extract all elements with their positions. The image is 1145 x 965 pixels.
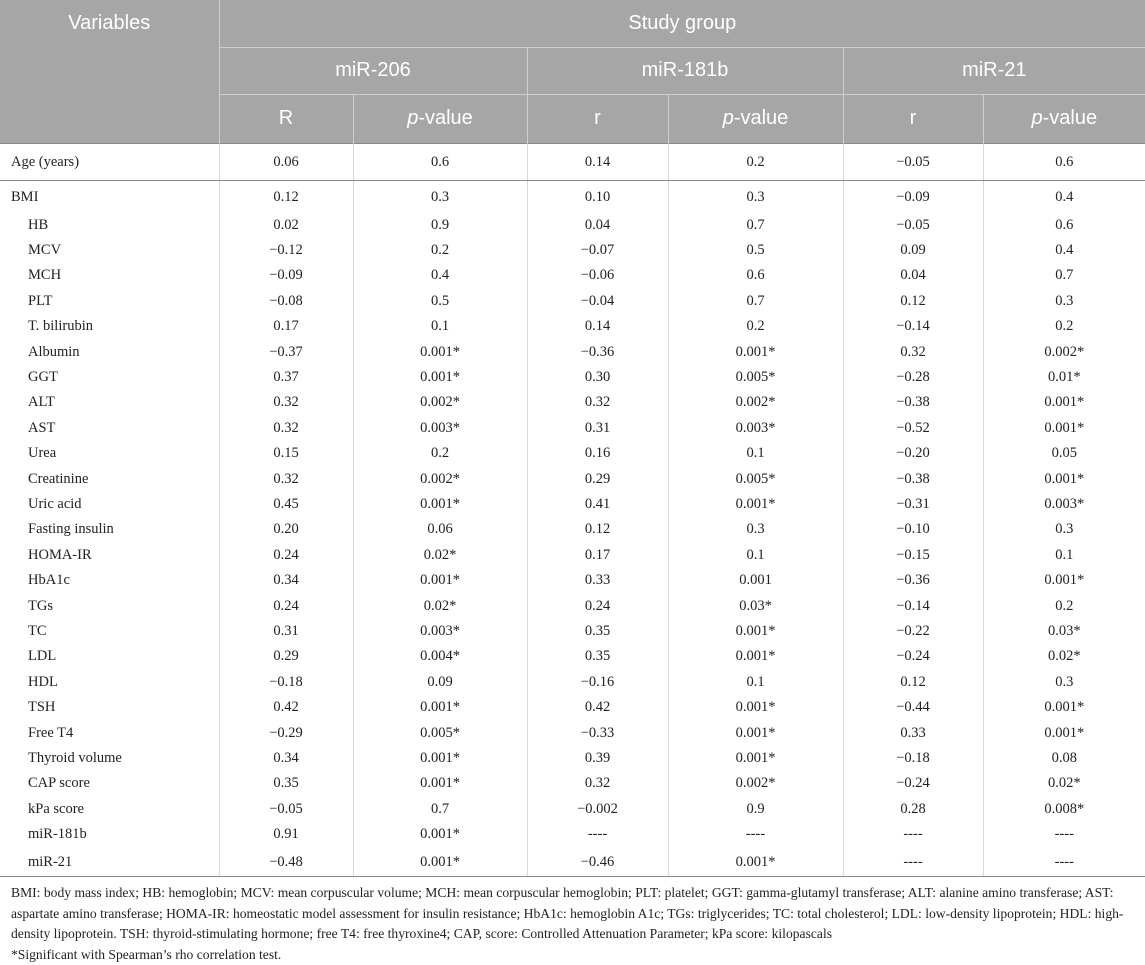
table-cell: 0.35: [527, 619, 668, 644]
table-cell: −0.14: [843, 314, 983, 339]
row-label: HDL: [28, 673, 58, 690]
table-cell: 0.04: [527, 213, 668, 238]
table-cell: 0.4: [983, 180, 1145, 213]
table-cell: 0.24: [527, 594, 668, 619]
abbreviations-note: BMI: body mass index; HB: hemoglobin; MCV: mean corpuscular volume; MCH: mean corpuscular hemoglobin; PLT: platelet; GGT: gamma-glutamyl transferase; ALT: alanine amino transferase; AST: aspartate amino transferase; HOMA-IR: homeostatic model assessment for insulin resistance; HbA1c: hemoglobin A1c; TGs: triglycerides; TC: total cholesterol; LDL: low-density lipoprotein; HDL: high-density lipoprotein. TSH: thyroid-stimulating hormone; free T4: free thyroxine4; CAP, score: Controlled Attenuation Parameter; kPa score: kilopascals: [11, 885, 1124, 941]
p-value-header: [983, 94, 1145, 143]
table-cell: −0.52: [843, 416, 983, 441]
table-cell: 0.02*: [353, 594, 527, 619]
table-cell: 0.005*: [668, 365, 843, 390]
table-cell: 0.005*: [668, 467, 843, 492]
table-cell: 0.24: [219, 543, 353, 568]
table-cell: −0.18: [843, 746, 983, 771]
table-row: [0, 746, 1145, 771]
table-cell: 0.9: [353, 213, 527, 238]
table-cell: 0.14: [527, 143, 668, 180]
table-cell: 0.2: [353, 238, 527, 263]
table-cell: 0.06: [219, 143, 353, 180]
row-label: AST: [28, 419, 56, 436]
table-footnotes: [11, 883, 1136, 965]
table-cell: 0.16: [527, 441, 668, 466]
table-cell: −0.20: [843, 441, 983, 466]
table-row: [0, 848, 1145, 877]
table-cell: 0.001*: [668, 848, 843, 877]
table-cell: 0.02: [219, 213, 353, 238]
table-cell: −0.38: [843, 390, 983, 415]
table-cell: 0.001*: [983, 416, 1145, 441]
table-row: [0, 180, 1145, 213]
table-cell: 0.008*: [983, 797, 1145, 822]
variables-header: Variables: [0, 0, 219, 143]
row-label: HbA1c: [28, 572, 70, 589]
table-row: [0, 517, 1145, 542]
table-cell: −0.31: [843, 492, 983, 517]
table-cell: −0.46: [527, 848, 668, 877]
table-cell: 0.2: [668, 314, 843, 339]
table-row: [0, 289, 1145, 314]
table-cell: 0.41: [527, 492, 668, 517]
table-cell: 0.7: [983, 263, 1145, 288]
table-cell: 0.32: [219, 390, 353, 415]
row-label: miR-21: [0, 848, 219, 877]
r-header: r: [843, 94, 983, 143]
table-cell: 0.02*: [983, 771, 1145, 796]
table-cell: 0.02*: [353, 543, 527, 568]
table-cell: 0.001: [668, 568, 843, 593]
table-cell: 0.02*: [983, 644, 1145, 669]
table-cell: ----: [843, 848, 983, 877]
table-cell: −0.29: [219, 721, 353, 746]
table-cell: 0.2: [983, 314, 1145, 339]
table-row: [0, 670, 1145, 695]
row-label: TC: [28, 623, 47, 639]
table-row: [0, 416, 1145, 441]
table-cell: 0.29: [219, 644, 353, 669]
table-cell: 0.005*: [353, 721, 527, 746]
table-cell: 0.001*: [353, 340, 527, 365]
row-label: Fasting insulin: [28, 521, 114, 538]
table-cell: 0.3: [668, 517, 843, 542]
table-cell: 0.15: [219, 441, 353, 466]
table-row: [0, 390, 1145, 415]
table-header: [0, 0, 1145, 143]
table-cell: −0.24: [843, 771, 983, 796]
table-cell: 0.20: [219, 517, 353, 542]
table-cell: 0.4: [353, 263, 527, 288]
table-cell: 0.24: [219, 594, 353, 619]
table-cell: 0.001*: [353, 492, 527, 517]
table-cell: 0.001*: [983, 695, 1145, 720]
table-cell: 0.33: [843, 721, 983, 746]
table-cell: −0.15: [843, 543, 983, 568]
table-cell: 0.1: [668, 670, 843, 695]
table-cell: 0.003*: [353, 416, 527, 441]
table-cell: 0.5: [353, 289, 527, 314]
significance-note: *Significant with Spearman’s rho correlation test.: [11, 946, 282, 962]
table-cell: −0.05: [219, 797, 353, 822]
table-cell: 0.3: [983, 289, 1145, 314]
table-cell: 0.7: [668, 213, 843, 238]
table-cell: 0.6: [668, 263, 843, 288]
table-cell: −0.002: [527, 797, 668, 822]
table-cell: 0.001*: [668, 746, 843, 771]
table-cell: −0.36: [527, 340, 668, 365]
table-cell: 0.3: [983, 517, 1145, 542]
table-cell: 0.31: [527, 416, 668, 441]
table-cell: 0.001*: [353, 848, 527, 877]
p-italic: p: [1031, 107, 1043, 129]
row-label: TGs: [28, 597, 53, 614]
table-cell: 0.04: [843, 263, 983, 288]
table-row: [0, 213, 1145, 238]
table-cell: 0.34: [219, 746, 353, 771]
table-cell: 0.1: [353, 314, 527, 339]
row-label: BMI: [11, 188, 39, 205]
table-cell: 0.002*: [983, 340, 1145, 365]
table-cell: 0.1: [668, 441, 843, 466]
table-row: [0, 441, 1145, 466]
table-cell: 0.6: [353, 143, 527, 180]
table-cell: 0.32: [527, 390, 668, 415]
table-cell: 0.001*: [983, 467, 1145, 492]
row-label: Free T4: [28, 724, 74, 741]
table-cell: 0.001*: [353, 771, 527, 796]
table-cell: 0.001*: [983, 721, 1145, 746]
table-cell: −0.05: [843, 213, 983, 238]
table-row: [0, 340, 1145, 365]
table-cell: 0.06: [353, 517, 527, 542]
table-cell: 0.004*: [353, 644, 527, 669]
p-value-header: [668, 94, 843, 143]
table-row: [0, 797, 1145, 822]
table-row: [0, 143, 1145, 180]
table-cell: 0.17: [527, 543, 668, 568]
table-row: [0, 644, 1145, 669]
table-cell: ----: [843, 822, 983, 847]
table-cell: −0.36: [843, 568, 983, 593]
table-cell: 0.7: [668, 289, 843, 314]
row-label: TSH: [28, 699, 56, 716]
table-cell: 0.42: [527, 695, 668, 720]
table-row: [0, 543, 1145, 568]
row-label: Age (years): [0, 143, 219, 180]
row-label: GGT: [28, 368, 58, 385]
table-cell: 0.01*: [983, 365, 1145, 390]
row-label: Uric acid: [28, 495, 82, 512]
table-cell: 0.03*: [983, 619, 1145, 644]
table-cell: 0.1: [983, 543, 1145, 568]
table-row: [0, 467, 1145, 492]
table-cell: −0.09: [843, 180, 983, 213]
row-label: kPa score: [28, 800, 84, 817]
table-cell: ----: [983, 848, 1145, 877]
p-suffix: -value: [1042, 107, 1098, 129]
table-cell: −0.28: [843, 365, 983, 390]
table-cell: 0.001*: [668, 619, 843, 644]
table-cell: ----: [527, 822, 668, 847]
table-row: [0, 771, 1145, 796]
p-value-header: [353, 94, 527, 143]
table-cell: 0.2: [668, 143, 843, 180]
row-label: HB: [28, 216, 49, 233]
row-label: Thyroid volume: [28, 750, 122, 767]
table-cell: 0.003*: [668, 416, 843, 441]
table-cell: 0.29: [527, 467, 668, 492]
table-cell: −0.48: [219, 848, 353, 877]
table-cell: 0.2: [983, 594, 1145, 619]
table-cell: 0.09: [353, 670, 527, 695]
table-cell: 0.05: [983, 441, 1145, 466]
table-row: [0, 492, 1145, 517]
table-row: [0, 365, 1145, 390]
study-group-header: Study group: [219, 0, 1145, 47]
table-cell: 0.001*: [353, 568, 527, 593]
table-cell: 0.3: [668, 180, 843, 213]
table-cell: −0.12: [219, 238, 353, 263]
group-header-mir181b: miR-181b: [527, 47, 843, 94]
r-header: r: [527, 94, 668, 143]
table-cell: 0.002*: [668, 771, 843, 796]
row-label: MCV: [28, 241, 62, 258]
row-label: miR-181b: [28, 826, 87, 843]
p-suffix: -value: [418, 107, 473, 129]
table-cell: 0.002*: [353, 390, 527, 415]
table-cell: 0.08: [983, 746, 1145, 771]
table-cell: 0.31: [219, 619, 353, 644]
table-cell: −0.18: [219, 670, 353, 695]
table-cell: 0.3: [353, 180, 527, 213]
table-cell: 0.001*: [353, 822, 527, 847]
table-cell: 0.12: [527, 517, 668, 542]
row-label: Albumin: [28, 343, 80, 360]
table-cell: 0.9: [668, 797, 843, 822]
table-cell: −0.38: [843, 467, 983, 492]
row-label: PLT: [28, 292, 53, 309]
group-header-mir206: miR-206: [219, 47, 527, 94]
table-cell: 0.1: [668, 543, 843, 568]
table-cell: 0.28: [843, 797, 983, 822]
table-cell: −0.07: [527, 238, 668, 263]
table-cell: 0.12: [843, 670, 983, 695]
table-cell: 0.32: [843, 340, 983, 365]
table-cell: 0.39: [527, 746, 668, 771]
r-header: R: [219, 94, 353, 143]
table-cell: 0.12: [219, 180, 353, 213]
table-row: [0, 238, 1145, 263]
row-label: Urea: [28, 445, 57, 462]
table-cell: 0.001*: [668, 492, 843, 517]
table-cell: 0.003*: [983, 492, 1145, 517]
table-cell: 0.17: [219, 314, 353, 339]
table-cell: −0.16: [527, 670, 668, 695]
table-row: [0, 568, 1145, 593]
table-row: [0, 619, 1145, 644]
table-cell: −0.09: [219, 263, 353, 288]
p-suffix: -value: [733, 107, 789, 129]
table-cell: 0.30: [527, 365, 668, 390]
table-cell: 0.6: [983, 143, 1145, 180]
table-cell: 0.03*: [668, 594, 843, 619]
table-cell: 0.2: [353, 441, 527, 466]
table-cell: 0.42: [219, 695, 353, 720]
table-cell: 0.33: [527, 568, 668, 593]
table-row: [0, 314, 1145, 339]
row-label: CAP score: [28, 775, 90, 792]
p-italic: p: [407, 107, 419, 129]
table-cell: 0.001*: [668, 340, 843, 365]
table-cell: ----: [983, 822, 1145, 847]
table-cell: 0.12: [843, 289, 983, 314]
group-header-mir21: miR-21: [843, 47, 1145, 94]
table-cell: −0.10: [843, 517, 983, 542]
table-cell: −0.24: [843, 644, 983, 669]
row-label: ALT: [28, 394, 55, 411]
table-cell: 0.003*: [353, 619, 527, 644]
table-cell: 0.35: [527, 644, 668, 669]
table-cell: 0.002*: [668, 390, 843, 415]
table-row: [0, 695, 1145, 720]
table-cell: 0.37: [219, 365, 353, 390]
table-cell: −0.37: [219, 340, 353, 365]
table-row: [0, 263, 1145, 288]
row-label: MCH: [28, 267, 62, 284]
table-cell: −0.05: [843, 143, 983, 180]
table-cell: 0.6: [983, 213, 1145, 238]
table-cell: −0.22: [843, 619, 983, 644]
table-cell: −0.33: [527, 721, 668, 746]
row-label: T. bilirubin: [28, 318, 93, 335]
row-label: HOMA-IR: [28, 546, 92, 563]
table-cell: 0.10: [527, 180, 668, 213]
table-cell: 0.32: [219, 467, 353, 492]
table-cell: −0.04: [527, 289, 668, 314]
table-cell: ----: [668, 822, 843, 847]
table-cell: 0.34: [219, 568, 353, 593]
table-cell: 0.14: [527, 314, 668, 339]
table-cell: 0.001*: [353, 695, 527, 720]
table-row: [0, 594, 1145, 619]
table-cell: 0.5: [668, 238, 843, 263]
table-cell: 0.4: [983, 238, 1145, 263]
row-label: Creatinine: [28, 470, 89, 487]
table-cell: −0.06: [527, 263, 668, 288]
table-cell: 0.32: [527, 771, 668, 796]
table-cell: 0.3: [983, 670, 1145, 695]
table-cell: 0.32: [219, 416, 353, 441]
table-cell: 0.09: [843, 238, 983, 263]
table-cell: 0.001*: [353, 746, 527, 771]
table-cell: 0.45: [219, 492, 353, 517]
table-row: [0, 721, 1145, 746]
table-cell: 0.001*: [983, 390, 1145, 415]
table-body: [0, 143, 1145, 877]
table-cell: 0.7: [353, 797, 527, 822]
table-cell: −0.14: [843, 594, 983, 619]
table-cell: 0.91: [219, 822, 353, 847]
table-cell: −0.08: [219, 289, 353, 314]
table-cell: 0.002*: [353, 467, 527, 492]
table-row: [0, 822, 1145, 847]
table-cell: 0.001*: [668, 721, 843, 746]
row-label: LDL: [28, 648, 57, 665]
table-cell: 0.001*: [668, 644, 843, 669]
table-cell: −0.44: [843, 695, 983, 720]
table-cell: 0.001*: [668, 695, 843, 720]
table-cell: 0.35: [219, 771, 353, 796]
table-cell: 0.001*: [353, 365, 527, 390]
table-cell: 0.001*: [983, 568, 1145, 593]
p-italic: p: [722, 107, 734, 129]
